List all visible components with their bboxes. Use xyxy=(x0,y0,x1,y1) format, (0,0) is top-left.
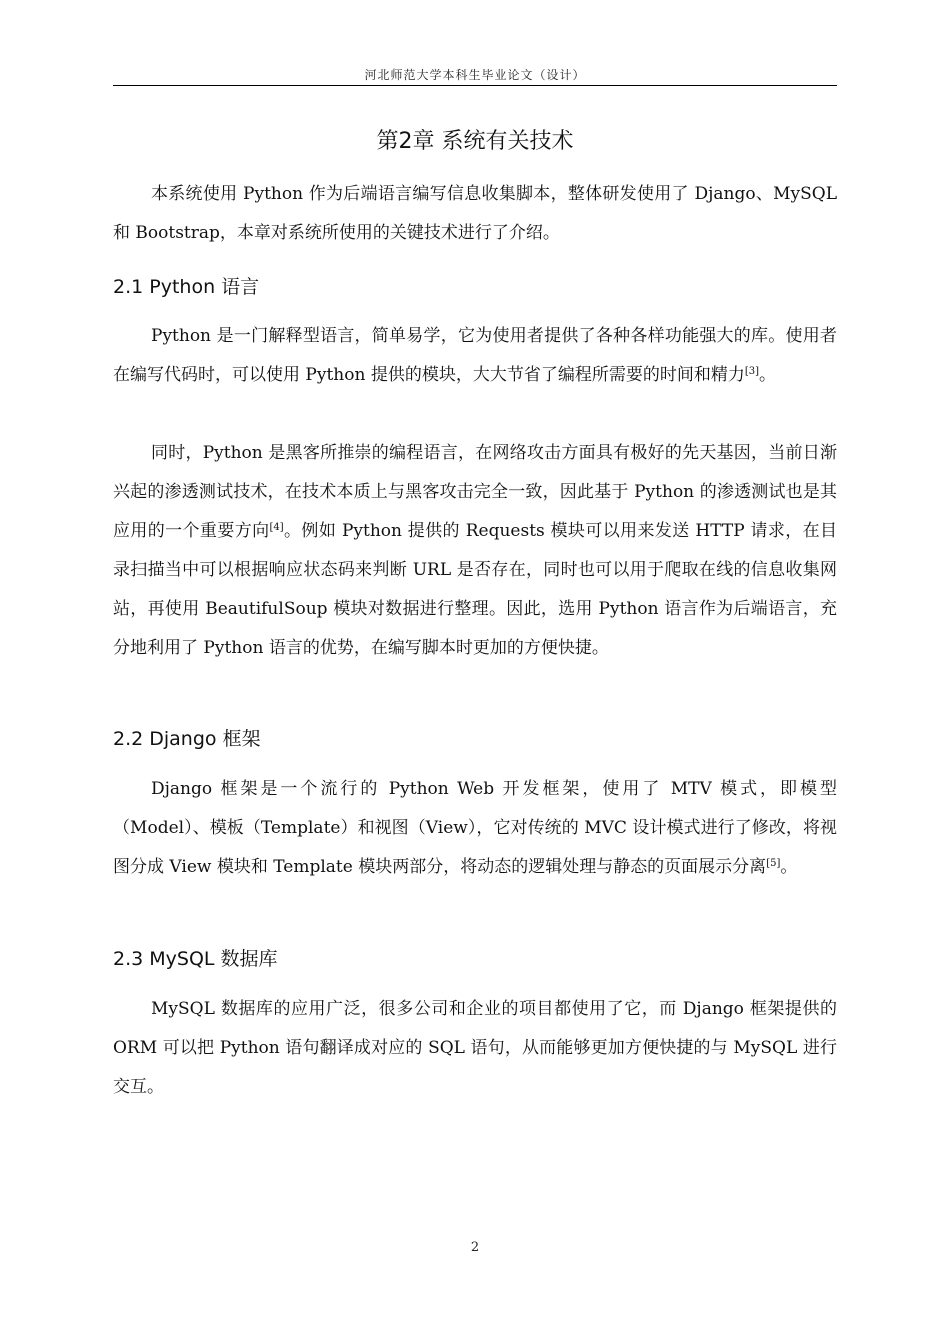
paragraph-text: Python 是一门解释型语言，简单易学，它为使用者提供了各种各样功能强大的库。使用者在编写代码时，可以使用 Python 提供的模块，大大节省了编程所需要的时间和精力 xyxy=(113,326,837,385)
intro-paragraph: 本系统使用 Python 作为后端语言编写信息收集脚本，整体研发使用了 Django、MySQL 和 Bootstrap，本章对系统所使用的关键技术进行了介绍。 xyxy=(113,184,837,243)
section-2-2-paragraph-1 xyxy=(113,770,837,887)
citation: [4] xyxy=(269,522,284,533)
section-title-2-3: 2.3 MySQL 数据库 xyxy=(113,948,278,970)
header-rule xyxy=(113,85,837,86)
running-header: 河北师范大学本科生毕业论文（设计） xyxy=(364,68,586,82)
section-title-2-2: 2.2 Django 框架 xyxy=(113,728,261,750)
citation: [5] xyxy=(766,858,781,869)
section-2-1-paragraph-2 xyxy=(113,434,837,668)
page-number: 2 xyxy=(470,1240,480,1255)
paragraph-tail: 。 xyxy=(780,857,798,877)
chapter-title: 第2章 系统有关技术 xyxy=(376,129,574,154)
citation: [3] xyxy=(744,366,759,377)
paragraph-tail: 。 xyxy=(758,365,776,385)
paragraph-text: 同时，Python 是黑客所推崇的编程语言，在网络攻击方面具有极好的先天基因，当前日渐兴起的渗透测试技术，在技术本质上与黑客攻击完全一致，因此基于 Python 的渗透测试也是其应用的一个重要方向 xyxy=(113,443,837,541)
section-title-2-1: 2.1 Python 语言 xyxy=(113,276,260,298)
section-2-1-paragraph-1 xyxy=(113,317,837,395)
section-2-3-paragraph-1: MySQL 数据库的应用广泛，很多公司和企业的项目都使用了它，而 Django 框架提供的 ORM 可以把 Python 语句翻译成对应的 SQL 语句，从而能够更加方便快捷的与 MySQL 进行交互。 xyxy=(113,999,837,1097)
paragraph-tail: 。例如 Python 提供的 Requests 模块可以用来发送 HTTP 请求，在目录扫描当中可以根据响应状态码来判断 URL 是否存在，同时也可以用于爬取在线的信息收集网站，再使用 BeautifulSoup 模块对数据进行整理。因此，选用 Python 语言作为后端语言，充分地利用了 Python 语言的优势，在编写脚本时更加的方便快捷。 xyxy=(113,521,838,658)
paragraph-text: Django 框架是一个流行的 Python Web 开发框架，使用了 MTV 模式，即模型（Model）、模板（Template）和视图（View），它对传统的 MVC 设计模式进行了修改，将视图分成 View 模块和 Template 模块两部分，将动态的逻辑处理与静态的页面展示分离 xyxy=(113,779,837,877)
